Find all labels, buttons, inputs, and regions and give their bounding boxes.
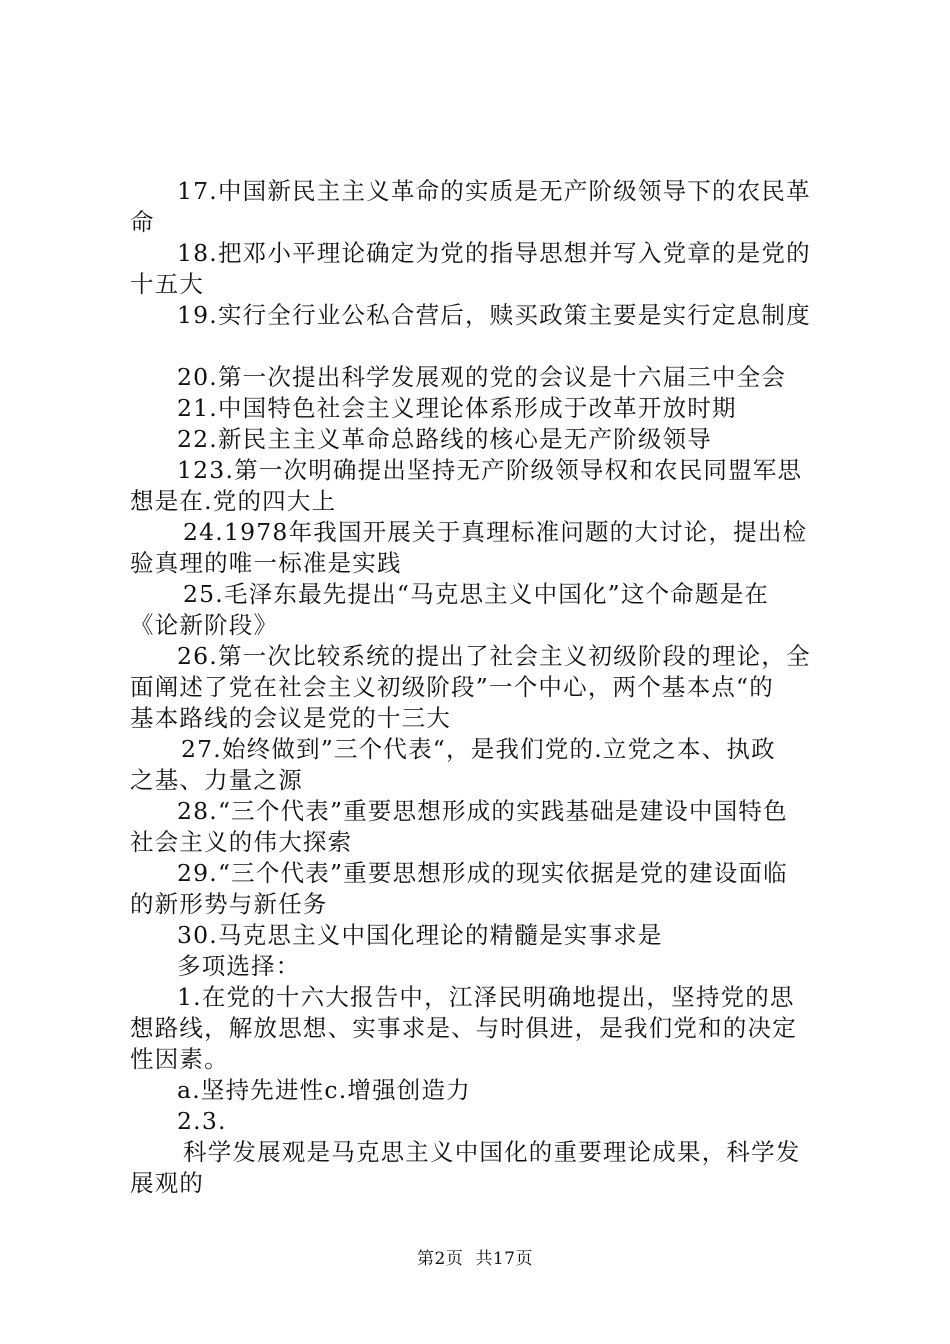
text-line: 验真理的唯一标准是实践 bbox=[130, 549, 402, 577]
text-line: 21.中国特色社会主义理论体系形成于改革开放时期 bbox=[177, 394, 737, 422]
text-line: 27.始终做到”三个代表“，是我们党的.立党之本、执政 bbox=[181, 735, 776, 763]
text-line: 展观的 bbox=[130, 1169, 205, 1197]
blank-line bbox=[130, 331, 832, 362]
text-line: 想路线，解放思想、实事求是、与时俱进，是我们党和的决定 bbox=[130, 1014, 797, 1042]
text-line: 想是在.党的四大上 bbox=[130, 487, 337, 515]
text-line: 性因素。 bbox=[130, 1045, 229, 1073]
text-line: 20.第一次提出科学发展观的党的会议是十六届三中全会 bbox=[177, 363, 787, 391]
text-line: 科学发展观是马克思主义中国化的重要理论成果，科学发 bbox=[183, 1138, 801, 1166]
text-line: 社会主义的伟大探索 bbox=[130, 828, 353, 856]
text-line: 多项选择： bbox=[177, 952, 301, 980]
text-line: 面阐述了党在社会主义初级阶段”一个中心，两个基本点“的 bbox=[130, 673, 774, 701]
text-line: 1.在党的十六大报告中，江泽民明确地提出，坚持党的思 bbox=[177, 983, 795, 1011]
text-line: 17.中国新民主主义革命的实质是无产阶级领导下的农民革 bbox=[177, 177, 811, 205]
text-line: 18.把邓小平理论确定为党的指导思想并写入党章的是党的 bbox=[177, 239, 811, 267]
text-line: a.坚持先进性c.增强创造力 bbox=[177, 1076, 471, 1104]
text-line: 30.马克思主义中国化理论的精髓是实事求是 bbox=[177, 921, 663, 949]
text-line: 24.1978年我国开展关于真理标准问题的大讨论，提出检 bbox=[183, 518, 808, 546]
text-line: 命 bbox=[130, 208, 155, 236]
text-line: 123.第一次明确提出坚持无产阶级领导权和农民同盟军思 bbox=[177, 456, 803, 484]
text-line: 的新形势与新任务 bbox=[130, 890, 328, 918]
text-line: 19.实行全行业公私合营后，赎买政策主要是实行定息制度 bbox=[177, 301, 811, 329]
text-line: 29.“三个代表”重要思想形成的现实依据是党的建设面临 bbox=[177, 859, 788, 887]
page-total: 共17页 bbox=[475, 1249, 533, 1269]
text-line: 十五大 bbox=[130, 270, 205, 298]
text-line: 之基、力量之源 bbox=[130, 766, 303, 794]
text-line: 2.3. bbox=[177, 1107, 227, 1135]
text-line: 25.毛泽东最先提出“马克思主义中国化”这个命题是在 bbox=[183, 580, 770, 608]
text-line: 26.第一次比较系统的提出了社会主义初级阶段的理论，全 bbox=[177, 642, 811, 670]
text-line: 22.新民主主义革命总路线的核心是无产阶级领导 bbox=[177, 425, 712, 453]
document-body bbox=[130, 176, 832, 1199]
text-line: 28.“三个代表”重要思想形成的实践基础是建设中国特色 bbox=[177, 797, 788, 825]
text-line: 基本路线的会议是党的十三大 bbox=[130, 704, 452, 732]
page-footer bbox=[0, 1244, 950, 1269]
page-number: 第2页 bbox=[417, 1249, 464, 1269]
text-line: 《论新阶段》 bbox=[130, 611, 279, 639]
